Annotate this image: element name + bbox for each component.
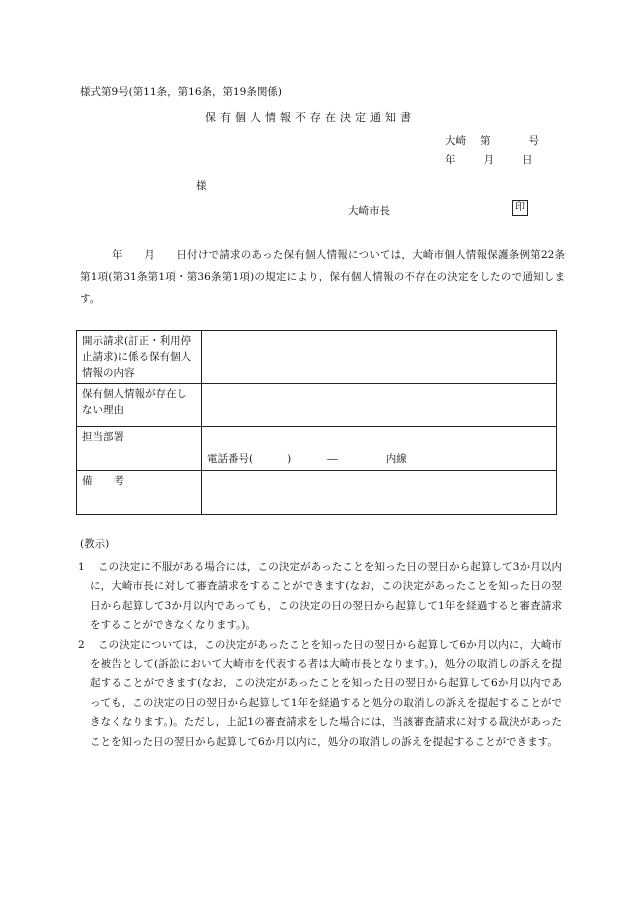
tel-dash: ― bbox=[327, 453, 338, 465]
table-value-request-content bbox=[202, 331, 557, 384]
table-value-department bbox=[202, 427, 557, 471]
doc-number-go: 号 bbox=[528, 135, 539, 147]
table-value-reason bbox=[202, 384, 557, 427]
date-day: 日 bbox=[522, 154, 533, 166]
table-row bbox=[77, 384, 557, 427]
tel-extension: 内線 bbox=[385, 453, 407, 465]
body-text: 年 月 日付けで請求のあった保有個人情報については，大崎市個人情報保護条例第22条第1項(第31条第1項・第36条第1項)の規定により，保有個人情報の不存在の決定をしたので通知します。 bbox=[80, 249, 565, 305]
notice-item-number: 2 bbox=[78, 638, 85, 651]
tel-label: 電話番号( bbox=[207, 453, 254, 465]
notice-item-text: この決定に不服がある場合には，この決定があったことを知った日の翌日から起算して3か月以内に，大崎市長に対して審査請求をすることができます(なお，この決定があったことを知った日の翌日から起算して3か月以内であっても，この決定の日の翌日から起算して1年を経過すると審査請求をすることができなくなります。)。 bbox=[90, 561, 562, 632]
table-row bbox=[77, 331, 557, 384]
list-item bbox=[80, 636, 562, 752]
doc-number-prefix: 大崎 bbox=[445, 135, 466, 147]
notice-item-number: 1 bbox=[78, 561, 85, 573]
date-month: 月 bbox=[483, 154, 494, 166]
info-table bbox=[76, 330, 557, 515]
seal-mark: 印 bbox=[512, 200, 528, 216]
table-value-remarks bbox=[202, 471, 557, 515]
date-line bbox=[445, 152, 533, 167]
telephone-line bbox=[207, 451, 551, 467]
document-title: 保有個人情報不存在決定通知書 bbox=[205, 111, 415, 124]
sender-name: 大崎市長 bbox=[348, 205, 390, 217]
form-number: 様式第9号(第11条，第16条，第19条関係) bbox=[80, 86, 282, 98]
notice-title: (教示) bbox=[80, 538, 110, 550]
date-year: 年 bbox=[445, 154, 456, 166]
doc-number-dai: 第 bbox=[480, 135, 491, 147]
notice-item-text: この決定については，この決定があったことを知った日の翌日から起算して6か月以内に，大崎市を被告として(訴訟において大崎市を代表する者は大崎市長となります。)，処分の取消しの訴えを提起することができます(なお，この決定があったことを知った日の翌日から起算して6か月以内であっても，この決定の日の翌日から起算して1年を経過すると処分の取消しの訴えを提起することができなくなります。)。ただし，上記1の審査請求をした場合には，当該審査請求に対する裁決があったことを知った日の翌日から起算して6か月以内に，処分の取消しの訴えを提起することができます。 bbox=[90, 638, 562, 748]
table-row bbox=[77, 471, 557, 515]
list-item bbox=[80, 558, 562, 636]
addressee-suffix: 様 bbox=[196, 180, 207, 192]
document-number-line bbox=[445, 133, 539, 148]
table-label-reason: 保有個人情報が存在しない理由 bbox=[77, 384, 202, 427]
table-label-request-content: 開示請求(訂正・利用停止請求)に係る保有個人情報の内容 bbox=[77, 331, 202, 384]
table-label-remarks: 備 考 bbox=[77, 471, 202, 515]
table-row bbox=[77, 427, 557, 471]
tel-close: ) bbox=[287, 453, 292, 465]
notice-list bbox=[80, 558, 562, 752]
table-label-department: 担当部署 bbox=[77, 427, 202, 471]
